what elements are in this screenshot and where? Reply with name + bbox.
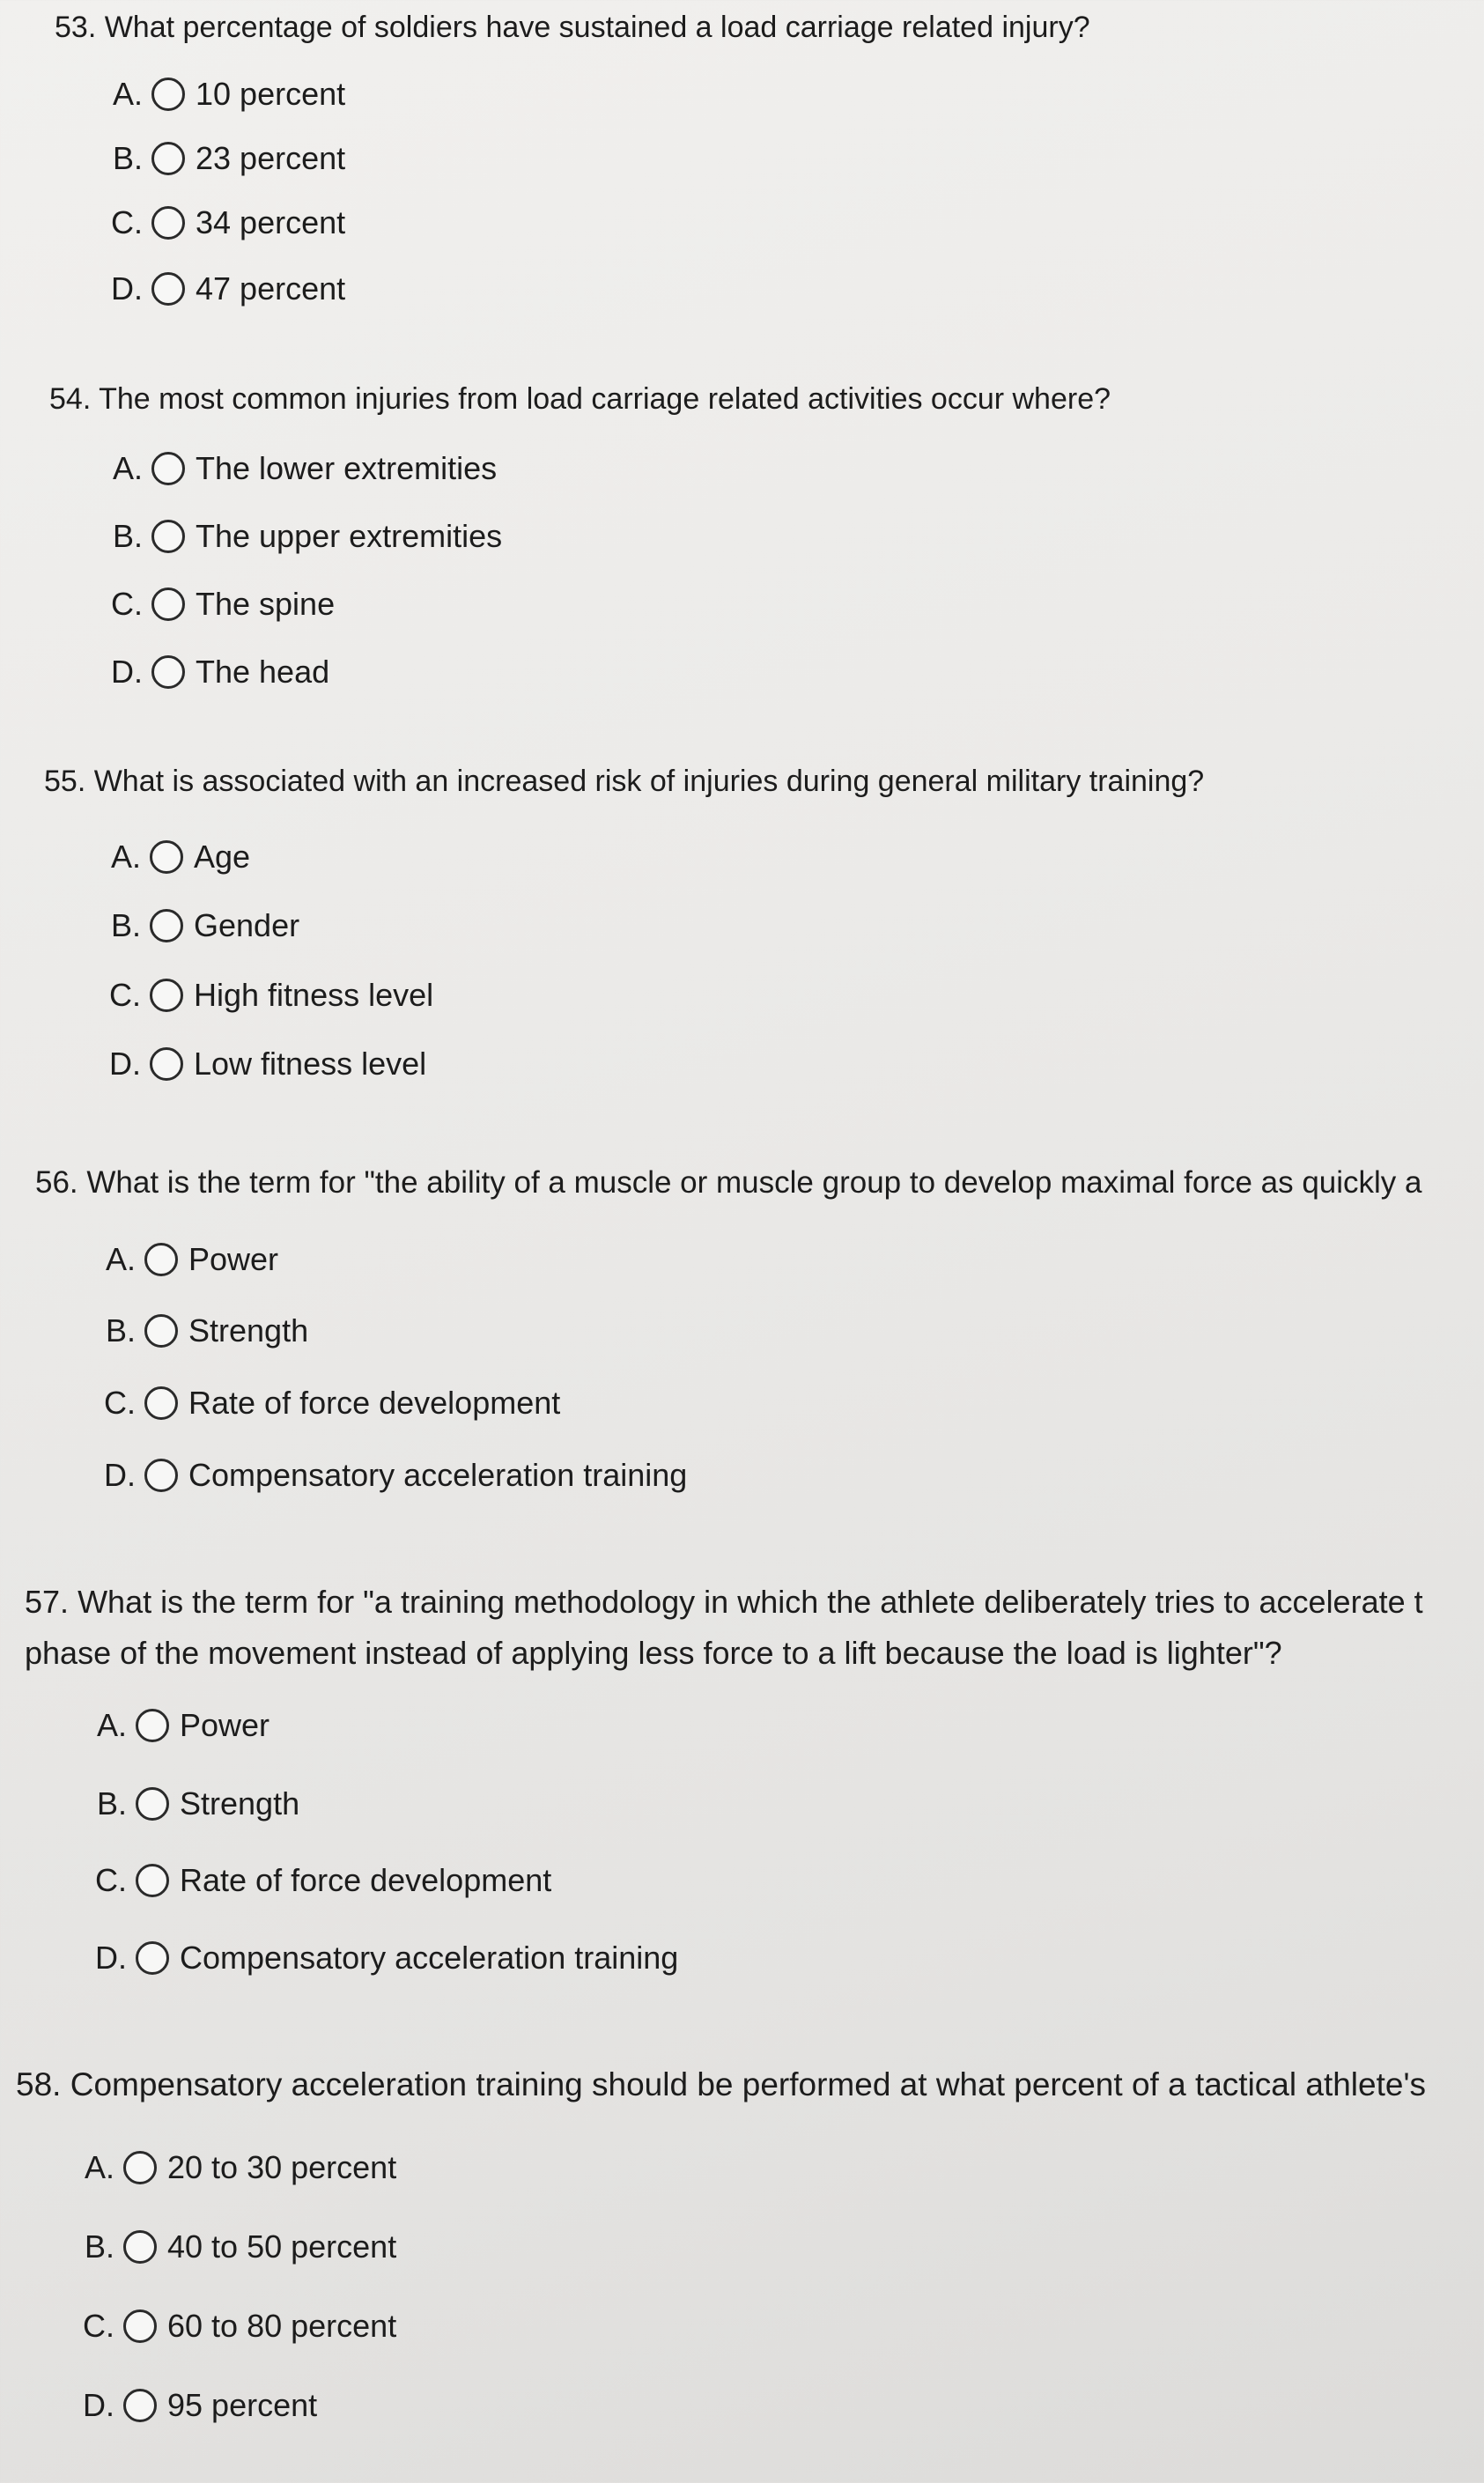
radio-button[interactable] [144, 1314, 178, 1348]
radio-button[interactable] [151, 452, 185, 485]
question-text [44, 757, 1204, 805]
question-number: 55. [44, 765, 86, 798]
option-d[interactable] [95, 1040, 426, 1088]
radio-button[interactable] [150, 840, 183, 874]
question-text [16, 2061, 1426, 2109]
question-prompt: What is the term for "the ability of a muscle or muscle group to develop maximal force as quickly a [86, 1165, 1422, 1200]
question-prompt: What is the term for "a training methodology in which the athlete deliberately tries to accelerate t phase of the movement instead of applying less force to a lift because the load is lighter"? [25, 1584, 1423, 1671]
option-c[interactable] [90, 1379, 560, 1427]
radio-button[interactable] [151, 78, 185, 111]
option-d[interactable] [69, 2382, 317, 2429]
question-text [49, 375, 1111, 423]
radio-button[interactable] [123, 2151, 157, 2184]
option-c[interactable] [69, 2302, 396, 2350]
option-label: Compensatory acceleration training [180, 1940, 679, 1976]
question-prompt: What percentage of soldiers have sustained a load carriage related injury? [104, 11, 1090, 44]
option-label: Power [180, 1707, 270, 1743]
option-letter: C. [111, 586, 143, 622]
radio-button[interactable] [123, 2309, 157, 2343]
option-label: Compensatory acceleration training [188, 1457, 688, 1493]
question-number: 56. [35, 1165, 78, 1200]
question-number: 58. [16, 2066, 62, 2102]
option-letter: C. [111, 204, 143, 240]
radio-button[interactable] [123, 2389, 157, 2422]
option-label: Gender [194, 907, 300, 943]
option-label: 20 to 30 percent [167, 2149, 397, 2185]
option-letter: A. [105, 1241, 136, 1277]
radio-button[interactable] [144, 1386, 178, 1420]
option-letter: B. [110, 907, 141, 943]
question-number: 57. [25, 1584, 70, 1620]
option-letter: B. [112, 518, 143, 554]
radio-button[interactable] [151, 587, 185, 621]
option-letter: A. [112, 450, 143, 486]
option-label: 40 to 50 percent [167, 2228, 397, 2265]
option-label: Age [194, 839, 251, 875]
option-label: 10 percent [196, 76, 346, 112]
radio-button[interactable] [123, 2230, 157, 2264]
question-text [35, 1159, 1422, 1207]
option-c[interactable] [97, 199, 345, 247]
option-c[interactable] [81, 1857, 551, 1904]
radio-button[interactable] [151, 206, 185, 240]
option-a[interactable] [97, 70, 345, 118]
radio-button[interactable] [151, 142, 185, 175]
option-letter: C. [83, 2308, 114, 2344]
option-letter: B. [112, 140, 143, 176]
option-a[interactable] [97, 445, 497, 492]
option-a[interactable] [69, 2144, 396, 2191]
option-letter: C. [109, 977, 141, 1013]
option-b[interactable] [97, 513, 502, 560]
radio-button[interactable] [144, 1459, 178, 1492]
radio-button[interactable] [136, 1864, 169, 1897]
option-a[interactable] [81, 1702, 269, 1749]
option-label: The upper extremities [196, 518, 503, 554]
option-d[interactable] [90, 1452, 687, 1499]
option-letter: D. [95, 1940, 127, 1976]
option-letter: D. [111, 270, 143, 307]
option-c[interactable] [97, 580, 335, 628]
option-label: Low fitness level [194, 1046, 427, 1082]
option-label: 34 percent [196, 204, 346, 240]
question-text [55, 4, 1090, 51]
question-prompt: What is associated with an increased risk of injuries during general military training? [93, 765, 1205, 798]
option-letter: A. [110, 839, 141, 875]
radio-button[interactable] [150, 979, 183, 1012]
option-letter: D. [111, 654, 143, 690]
option-letter: A. [84, 2149, 114, 2185]
option-letter: B. [105, 1312, 136, 1349]
option-b[interactable] [90, 1307, 308, 1355]
option-letter: D. [109, 1046, 141, 1082]
option-label: Strength [188, 1312, 309, 1349]
option-b[interactable] [97, 135, 345, 182]
option-letter: A. [96, 1707, 127, 1743]
radio-button[interactable] [151, 520, 185, 553]
option-label: 23 percent [196, 140, 346, 176]
option-label: High fitness level [194, 977, 434, 1013]
question-number: 53. [55, 11, 97, 44]
option-label: Power [188, 1241, 279, 1277]
radio-button[interactable] [151, 272, 185, 306]
option-label: The spine [196, 586, 336, 622]
option-label: Rate of force development [180, 1862, 552, 1898]
option-label: The lower extremities [196, 450, 498, 486]
radio-button[interactable] [144, 1243, 178, 1276]
option-letter: D. [104, 1457, 136, 1493]
option-c[interactable] [95, 972, 433, 1019]
radio-button[interactable] [150, 1047, 183, 1081]
option-label: 60 to 80 percent [167, 2308, 397, 2344]
option-letter: C. [104, 1385, 136, 1421]
option-a[interactable] [95, 833, 250, 881]
option-a[interactable] [90, 1236, 278, 1283]
option-d[interactable] [97, 648, 329, 696]
option-b[interactable] [81, 1780, 299, 1828]
option-d[interactable] [97, 265, 345, 313]
option-letter: B. [96, 1785, 127, 1822]
question-prompt: The most common injuries from load carriage related activities occur where? [99, 382, 1111, 416]
option-label: Strength [180, 1785, 300, 1822]
option-letter: D. [83, 2387, 114, 2423]
question-prompt: Compensatory acceleration training should be performed at what percent of a tactical athlete's [70, 2066, 1427, 2102]
option-b[interactable] [69, 2223, 396, 2271]
radio-button[interactable] [136, 1941, 169, 1975]
radio-button[interactable] [136, 1709, 169, 1742]
radio-button[interactable] [136, 1787, 169, 1821]
radio-button[interactable] [150, 909, 183, 942]
option-label: Rate of force development [188, 1385, 561, 1421]
option-label: The head [196, 654, 330, 690]
option-letter: B. [84, 2228, 114, 2265]
option-d[interactable] [81, 1934, 678, 1982]
option-b[interactable] [95, 902, 299, 950]
option-letter: A. [112, 76, 143, 112]
question-number: 54. [49, 382, 92, 416]
question-text [25, 1577, 1484, 1679]
option-letter: C. [95, 1862, 127, 1898]
radio-button[interactable] [151, 655, 185, 689]
option-label: 95 percent [167, 2387, 318, 2423]
option-label: 47 percent [196, 270, 346, 307]
